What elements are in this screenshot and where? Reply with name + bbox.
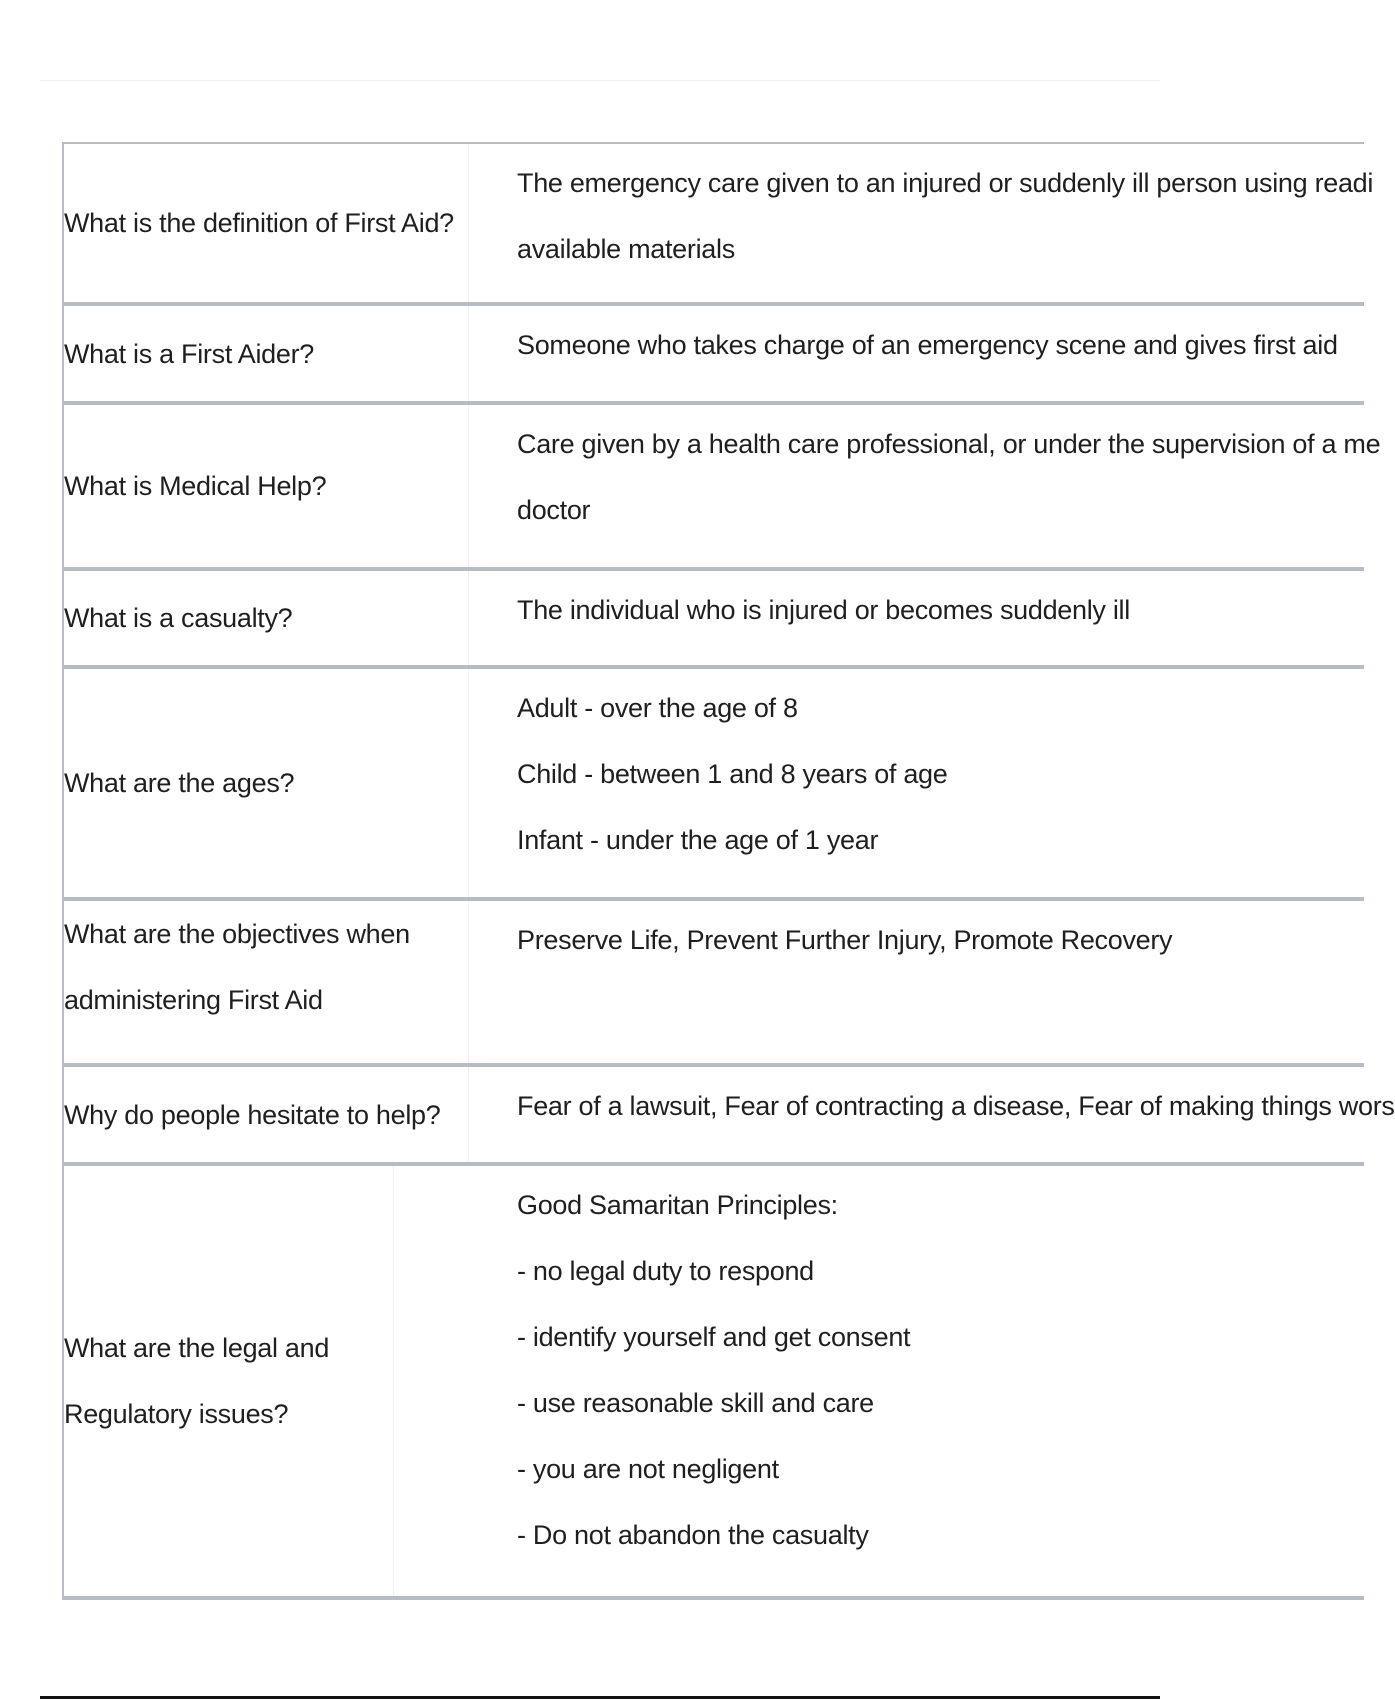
answer-cell [469,144,1373,302]
table-row [64,405,1381,571]
bottom-divider [40,1696,1160,1699]
answer-cell [394,1166,1364,1596]
answer-cell [469,306,1364,401]
answer-line: - identify yourself and get consent [517,1322,911,1352]
answer-line: Infant - under the age of 1 year [517,825,879,855]
table-row [64,901,1364,1067]
table-row [64,1166,1364,1600]
answer-line: - you are not negligent [517,1454,779,1484]
answer-line: Someone who takes charge of an emergency scene and gives first aid [517,330,1338,360]
question-cell: What is Medical Help? [64,405,469,567]
answer-cell [469,405,1380,567]
answer-line: - use reasonable skill and care [517,1388,874,1418]
answer-line: The individual who is injured or becomes suddenly ill [517,595,1130,625]
question-cell: What is a First Aider? [64,306,469,401]
answer-cell [469,1067,1395,1162]
answer-cell [469,669,1364,897]
qa-table-viewport [62,142,1395,1610]
question-cell: What are the ages? [64,669,469,897]
answer-line: Child - between 1 and 8 years of age [517,759,948,789]
table-row [64,306,1364,405]
question-cell: What are the objectives when administering First Aid [64,901,469,1063]
answer-line: - Do not abandon the casualty [517,1520,869,1550]
table-row [64,669,1364,901]
answer-line: - no legal duty to respond [517,1256,814,1286]
qa-table [62,142,1395,1600]
answer-cell [469,901,1364,1063]
question-cell: What are the legal and Regulatory issues? [64,1166,394,1596]
answer-line: Fear of a lawsuit, Fear of contracting a disease, Fear of making things wors [517,1091,1395,1121]
answer-line: Preserve Life, Prevent Further Injury, Promote Recovery [517,925,1173,955]
answer-line: The emergency care given to an injured or suddenly ill person using readi [517,168,1374,198]
answer-cell [469,571,1364,665]
answer-line: Adult - over the age of 8 [517,693,798,723]
answer-line: Care given by a health care professional, or under the supervision of a me [517,429,1381,459]
question-cell: What is the definition of First Aid? [64,144,469,302]
answer-line: Good Samaritan Principles: [517,1190,838,1220]
answer-line: doctor [517,495,591,525]
table-row [64,1067,1395,1166]
question-cell: What is a casualty? [64,571,469,665]
question-cell: Why do people hesitate to help? [64,1067,469,1162]
table-row [64,571,1364,669]
table-row [64,144,1374,306]
answer-line: available materials [517,234,735,264]
top-divider [40,80,1160,81]
